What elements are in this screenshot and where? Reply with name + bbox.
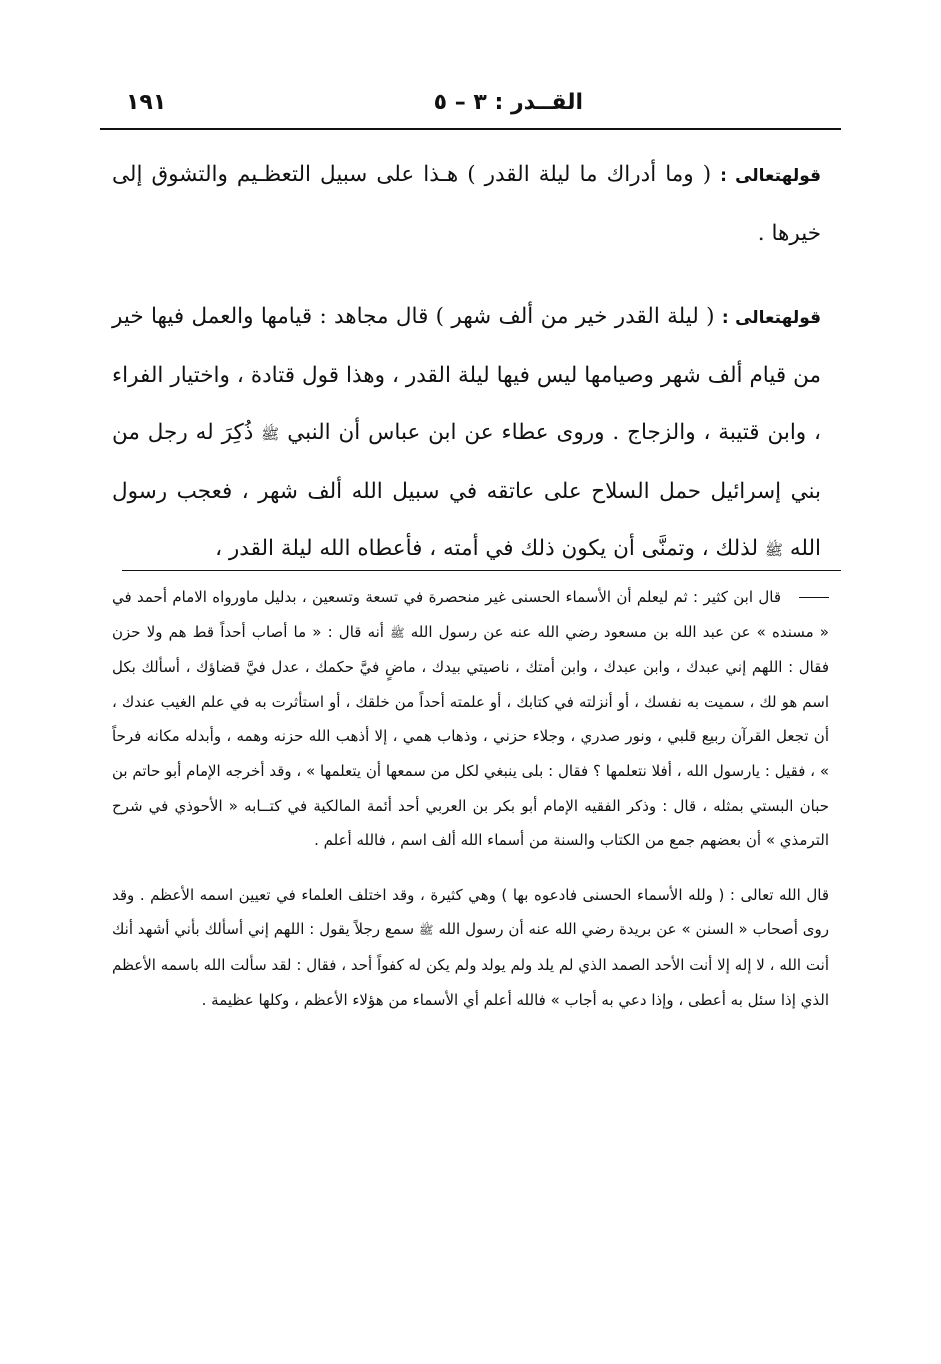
header-rule xyxy=(100,128,841,130)
verse-lead-2: قولهتعالى : xyxy=(721,308,821,328)
footnote-2 xyxy=(112,878,829,1017)
salutation-icon: ﷺ xyxy=(764,541,783,559)
commentary-paragraph-2 xyxy=(112,288,821,579)
page-header xyxy=(100,84,841,124)
footnotes xyxy=(112,580,829,1017)
page-number: ١٩١ xyxy=(126,90,167,115)
running-title: القــدر : ٣ – ٥ xyxy=(433,90,583,115)
footnote-2-text-b: سمع رجلاً يقول : اللهم إني أسألك بأني أشهد أنك أنت الله ، لا إله إلا أنت الأحد الصمد الذي لم يلد ولم يولد ولم يكن له كفواً أحد ، فقال : لقد سألت الله باسمه الأعظم الذي إذا سئل به أعطى ، وإذا دعي به أجاب » فالله أعلم أي الأسماء من هؤلاء الأعظم ، وكلها عظيمة . xyxy=(112,920,829,1009)
commentary-text-2a: ( ليلة القدر خير من ألف شهر ) قال مجاهد : قيامها والعمل فيها خير من قيام ألف شهر وصيامها ليس فيها ليلة القدر ، وهذا قول قتادة ، واختيار الفراء ، وابن قتيبة ، والزجاج . وروى عطاء عن ابن عباس أن النبي xyxy=(112,304,821,445)
salutation-icon: ﷺ xyxy=(261,425,280,443)
main-text xyxy=(112,146,821,579)
footnote-dash xyxy=(799,597,829,598)
commentary-text-2c: لذلك ، وتمنَّى أن يكون ذلك في أمته ، فأعطاه الله ليلة القدر ، xyxy=(215,536,759,561)
footnote-1-text-b: أنه قال : « ما أصاب أحداً قط هم ولا حزن فقال : اللهم إني عبدك ، وابن عبدك ، وابن أمتك ، ناصيتي بيدك ، ماضٍ فيَّ حكمك ، عدل فيَّ قضاؤك ، أسألك بكل اسم هو لك ، سميت به نفسك ، أو أنزلته في كتابك ، أو علمته أحداً من خلقك ، أو استأثرت به في علم الغيب عندك ، أن تجعل القرآن ربيع قلبي ، ونور صدري ، وجلاء حزني ، وذهاب همي ، إلا أذهب الله حزنه وهمه ، وأبدله مكانه فرحاً » ، فقيل : يارسول الله ، أفلا نتعلمها ؟ فقال : بلى ينبغي لكل من سمعها أن يتعلمها » ، وقد أخرجه الإمام أبو حاتم بن حبان البستي بمثله ، قال : وذكر الفقيه الإمام أبو بكر بن العربي أحد أئمة المالكية في كتــابه « الأحوذي في شرح الترمذي » أن بعضهم جمع من الكتاب والسنة من أسماء الله ألف اسم ، فالله أعلم . xyxy=(112,622,829,850)
commentary-text-2b: ذُكِرَ له رجل من بني إسرائيل حمل السلاح على عاتقه في سبيل الله ألف شهر ، فعجب رسول الله xyxy=(112,420,821,561)
footnote-1 xyxy=(112,580,829,858)
footnote-separator xyxy=(122,570,841,571)
footnote-1-text-a: قال ابن كثير : ثم ليعلم أن الأسماء الحسنى غير منحصرة في تسعة وتسعين ، بدليل ماورواه الامام أحمد في « مسنده » عن عبد الله بن مسعود رضي الله عنه عن رسول الله xyxy=(112,588,829,641)
salutation-icon: ﷺ xyxy=(419,923,434,938)
salutation-icon: ﷺ xyxy=(390,625,405,640)
commentary-paragraph-1 xyxy=(112,146,821,262)
footnote-2-text-a: قال الله تعالى : ( ولله الأسماء الحسنى فادعوه بها ) وهي كثيرة ، وقد اختلف العلماء في تعيين اسمه الأعظم . وقد روى أصحاب « السنن » عن بريدة رضي الله عنه أن رسول الله xyxy=(112,885,829,939)
verse-lead-1: قولهتعالى : xyxy=(720,166,821,186)
commentary-text-1: ( وما أدراك ما ليلة القدر ) هـذا على سبيل التعظـيم والتشوق إلى خيرها . xyxy=(112,162,821,246)
